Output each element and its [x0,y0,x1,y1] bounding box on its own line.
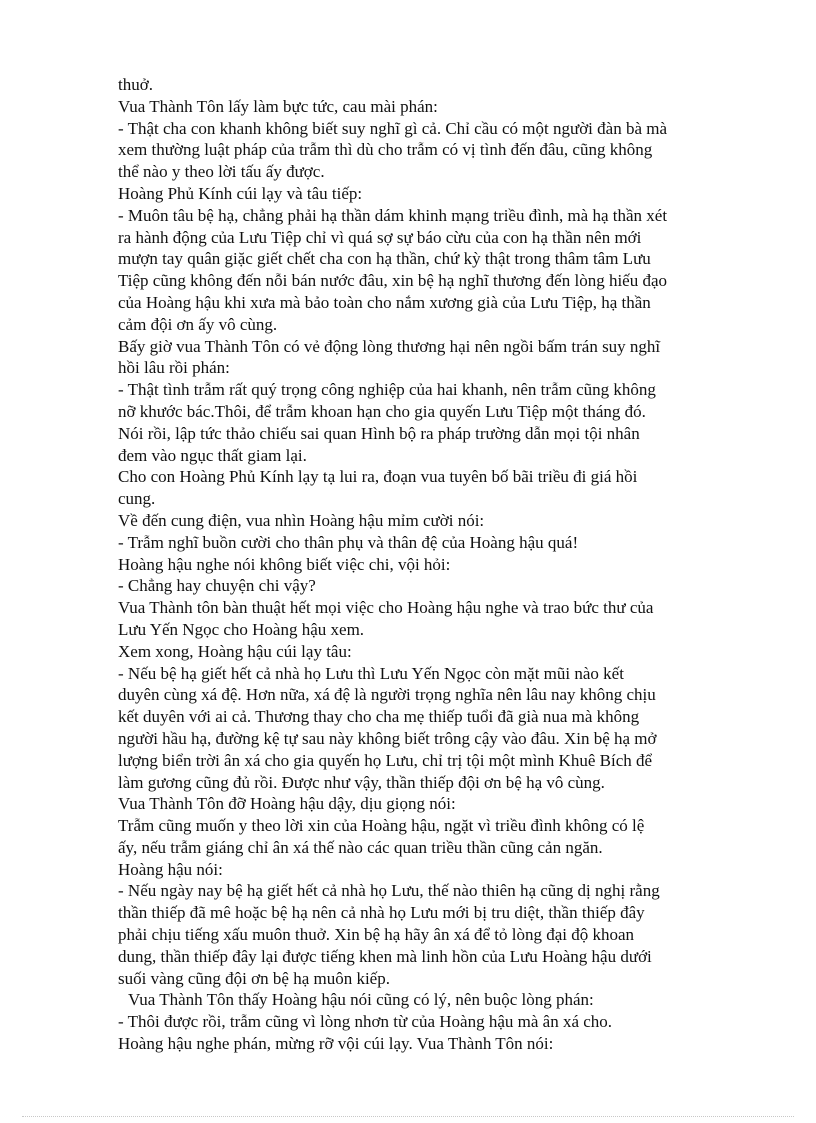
text-line: phải chịu tiếng xấu muôn thuở. Xin bệ hạ hãy ân xá để tỏ lòng đại độ khoan [118,925,635,945]
text-line: - Thật tình trẫm rất quý trọng công nghiệp của hai khanh, nên trẫm cũng không [118,380,656,400]
text-line: hồi lâu rồi phán: [118,358,230,378]
text-line: Về đến cung điện, vua nhìn Hoàng hậu mỉm cười nói: [118,510,485,530]
text-line: Vua Thành tôn bàn thuật hết mọi việc cho Hoàng hậu nghe và trao bức thư của [118,598,654,618]
text-line: dung, thần thiếp đây lại được tiếng khen mà linh hồn của Lưu Hoàng hậu dưới [118,946,652,966]
text-line: suối vàng cũng đội ơn bệ hạ muôn kiếp. [118,968,390,988]
text-line: Hoàng hậu nói: [118,859,223,879]
text-line: Vua Thành Tôn thấy Hoàng hậu nói cũng có lý, nên buộc lòng phán: [128,990,594,1010]
text-line: Hoàng hậu nghe nói không biết việc chi, vội hỏi: [118,554,451,574]
text-line: - Chẳng hay chuyện chi vậy? [118,576,316,596]
text-line: - Trẫm nghĩ buồn cười cho thân phụ và thân đệ của Hoàng hậu quá! [118,532,579,552]
text-line: thuở. [118,75,153,94]
text-line: đem vào ngục thất giam lại. [118,445,307,465]
text-line: làm gương cũng đủ rồi. Được như vậy, thần thiếp đội ơn bệ hạ vô cùng. [118,772,605,792]
text-line: Tiệp cũng không đến nỗi bán nước đâu, xin bệ hạ nghĩ thương đến lòng hiếu đạo [118,271,668,291]
text-line: Nói rồi, lập tức thảo chiếu sai quan Hình bộ ra pháp trường dẫn mọi tội nhân [118,423,640,443]
text-line: kết duyên với ai cả. Thương thay cho cha mẹ thiếp tuổi đã già nua mà không [118,707,640,727]
text-line: - Nếu bệ hạ giết hết cả nhà họ Lưu thì Lưu Yến Ngọc còn mặt mũi nào kết [118,663,624,683]
text-line: mượn tay quân giặc giết chết cha con hạ thần, chứ kỳ thật trong thâm tâm Lưu [118,249,651,269]
text-line: của Hoàng hậu khi xưa mà bảo toàn cho nắm xương già của Lưu Tiệp, hạ thần [118,292,651,312]
text-line: Trẫm cũng muốn y theo lời xin của Hoàng hậu, ngặt vì triều đình không có lệ [118,816,645,836]
text-line: lượng biển trời ân xá cho gia quyến họ Lưu, chỉ trị tội một mình Khuê Bích để [118,750,653,770]
text-line: Hoàng Phủ Kính cúi lạy và tâu tiếp: [118,183,363,203]
page-bottom-divider [22,1116,794,1117]
text-line: Vua Thành Tôn đỡ Hoàng hậu dậy, dịu giọng nói: [118,794,456,814]
text-line: Bấy giờ vua Thành Tôn có vẻ động lòng thương hại nên ngồi bấm trán suy nghĩ [118,336,661,356]
text-line: Cho con Hoàng Phủ Kính lạy tạ lui ra, đoạn vua tuyên bố bãi triều đi giá hồi [118,467,638,487]
text-line: cung. [118,489,156,509]
text-line: thần thiếp đã mê hoặc bệ hạ nên cả nhà họ Lưu mới bị tru diệt, thần thiếp đây [118,903,645,923]
text-line: ra hành động của Lưu Tiệp chỉ vì quá sợ sự báo cừu của con hạ thần nên mới [118,227,642,247]
text-line: Hoàng hậu nghe phán, mừng rỡ vội cúi lạy. Vua Thành Tôn nói: [118,1034,554,1054]
document-body [118,74,758,1055]
text-line: người hầu hạ, đường kệ tự sau này không biết trông cậy vào đâu. Xin bệ hạ mở [118,728,657,748]
text-line: ấy, nếu trẫm giáng chỉ ân xá thế nào các quan triều thần cũng cản ngăn. [118,837,603,857]
text-line: thể nào y theo lời tấu ấy được. [118,162,325,182]
text-line: - Thật cha con khanh không biết suy nghĩ gì cả. Chỉ cầu có một người đàn bà mà [118,118,668,138]
text-line: duyên cùng xá đệ. Hơn nữa, xá đệ là người trọng nghĩa nên lâu nay không chịu [118,685,656,705]
text-line: Lưu Yến Ngọc cho Hoàng hậu xem. [118,619,365,639]
text-line: Vua Thành Tôn lấy làm bực tức, cau mài phán: [118,96,438,116]
text-line: nỡ khước bác.Thôi, để trẫm khoan hạn cho gia quyến Lưu Tiệp một tháng đó. [118,401,646,421]
text-line: - Muôn tâu bệ hạ, chẳng phải hạ thần dám khinh mạng triều đình, mà hạ thần xét [118,205,668,225]
text-line: xem thường luật pháp của trẫm thì dù cho trẫm có vị tình đến đâu, cũng không [118,140,653,160]
text-line: Xem xong, Hoàng hậu cúi lạy tâu: [118,641,352,661]
text-line: cảm đội ơn ấy vô cùng. [118,314,278,334]
text-line: - Thôi được rồi, trẫm cũng vì lòng nhơn từ của Hoàng hậu mà ân xá cho. [118,1012,613,1032]
text-line: - Nếu ngày nay bệ hạ giết hết cả nhà họ Lưu, thế nào thiên hạ cũng dị nghị rằng [118,881,660,901]
